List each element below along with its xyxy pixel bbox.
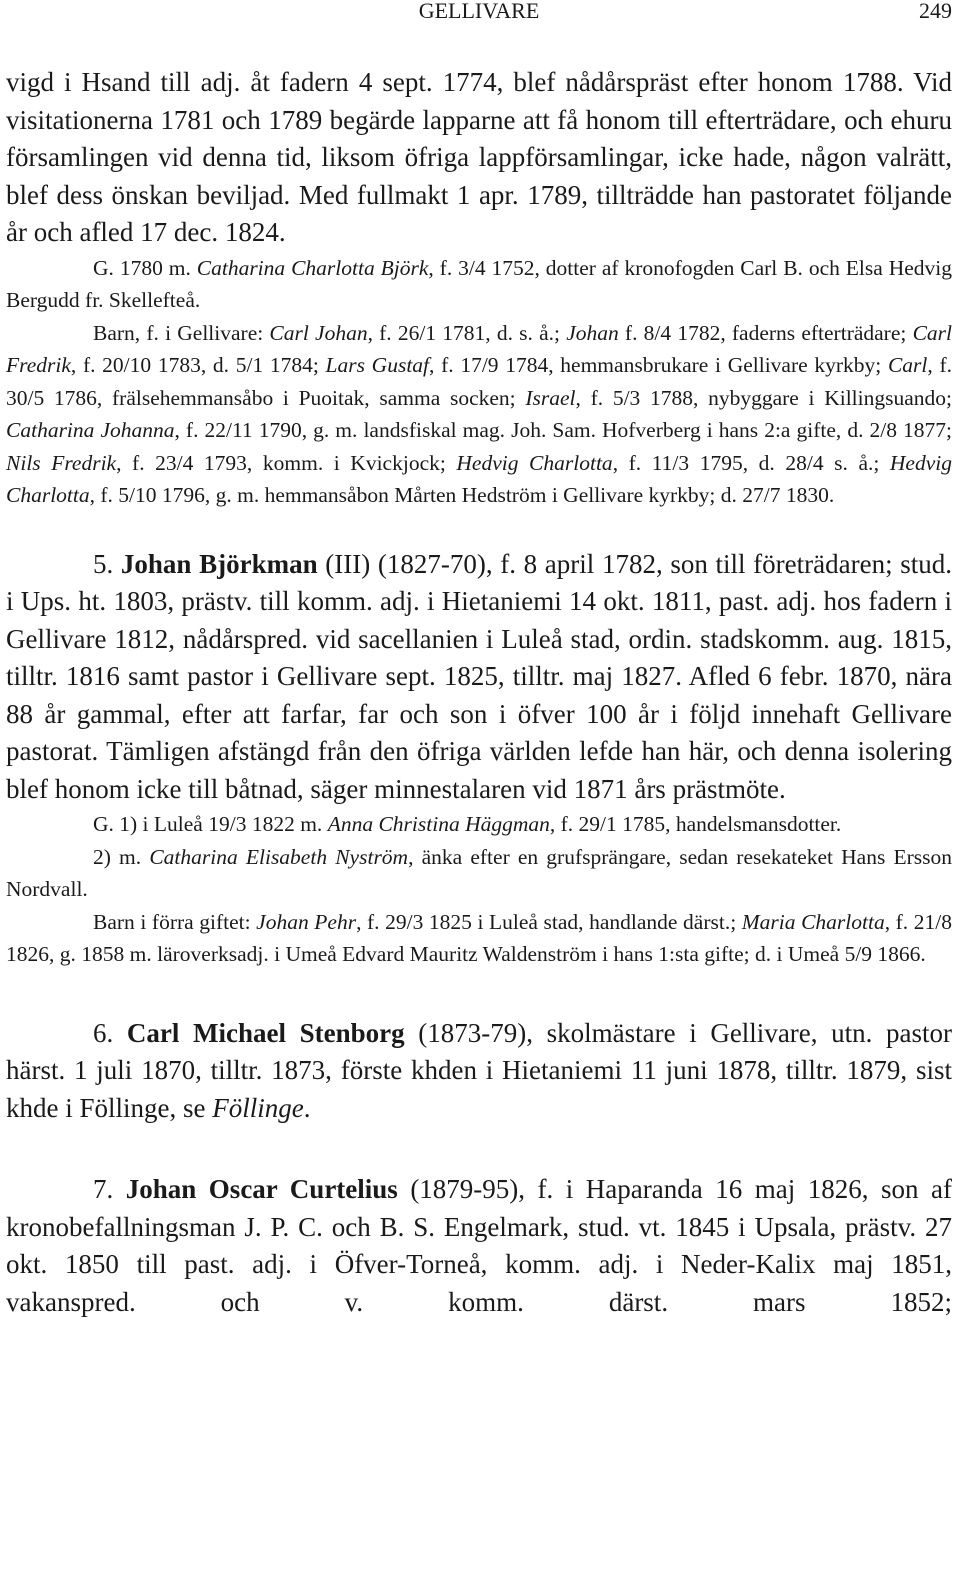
section-number: 6. [93,1017,114,1048]
child-name: Nils Fredrik [6,450,117,475]
section-6: 6. Carl Michael Stenborg (1873-79), skolmästare i Gellivare, utn. pastor härst. 1 juli 1870, tilltr. 1873, förste khden i Hietaniemi 11 juni 1878, tilltr. 1879, sist khde i Föllinge, se Föllinge. [6,1017,953,1123]
section-number: 5. [93,548,114,579]
section-5-marriage-1: G. 1) i Luleå 19/3 1822 m. Anna Christina Häggman, f. 29/1 1785, handelsmansdotter. [93,812,842,836]
child-name: Johan Pehr [256,909,357,934]
child-name: Carl [887,353,928,377]
section-5-children: Barn i förra giftet: Johan Pehr, f. 29/3 1825 i Luleå stad, handlande därst.; Maria Charlotta, f. 21/8 1826, g. 1858 m. läroverksadj. i Umeå Edvard Mauritz Waldenström i hans 1:sta gifte; d. i Umeå 5/9 1866. [6,909,952,966]
child-name: Carl Johan [269,320,368,345]
section-5: 5. Johan Björkman (III) (1827-70), f. 8 april 1782, son till företrädaren; stud. i Ups. ht. 1803, prästv. till komm. adj. i Hietaniemi 14 okt. 1811, past. adj. hos fadern i Gellivare 1812, nådårspred. vid sacellanien i Luleå stad, ordin. stadskomm. aug. 1815, tilltr. 1816 samt pastor i Gellivare sept. 1825, tilltr. maj 1827. Afled 6 febr. 1870, nära 88 år gammal, efter att farfar, far och son i öfver 100 år i följd innehaft Gellivare pastorat. Tämligen afstängd från den öfriga världen lefde han här, och denna isolering blef honom icke till båtnad, säger minnestalaren vid 1871 års prästmöte. [6,548,952,804]
child-name: Maria Charlotta [741,909,885,934]
cross-reference: Föllinge [212,1092,304,1123]
child-name: Johan [566,320,619,345]
spouse-name: Catharina Charlotta Björk [196,255,429,280]
child-name: Catharina Johanna [6,418,175,442]
page-number: 249 [919,0,952,23]
section-number: 7. [93,1174,114,1204]
section-7: 7. Johan Oscar Curtelius (1879-95), f. i Haparanda 16 maj 1826, son af kronobefallningsman J. P. C. och B. S. Engelmark, stud. vt. 1845 i Upsala, prästv. 27 okt. 1850 till past. adj. i Öfver-Torneå, komm. adj. i Neder-Kalix maj 1851, vakanspred. och v. komm. därst. mars 1852; [6,1174,952,1317]
document-page [6,0,952,1321]
pastor-name: Johan Oscar Curtelius [125,1174,398,1204]
paragraph-children: Barn, f. i Gellivare: Carl Johan, f. 26/1 1781, d. s. å.; Johan f. 8/4 1782, faderns efterträdare; Carl Fredrik, f. 20/10 1783, d. 5/1 1784; Lars Gustaf, f. 17/9 1784, hemmansbrukare i Gellivare kyrkby; Carl, f. 30/5 1786, frälsehemmansåbo i Puoitak, samma socken; Israel, f. 5/3 1788, nybyggare i Killingsuando; Catharina Johanna, f. 22/11 1790, g. m. landsfiskal mag. Joh. Sam. Hofverberg i hans 2:a gifte, d. 2/8 1877; Nils Fredrik, f. 23/4 1793, komm. i Kvickjock; Hedvig Charlotta, f. 11/3 1795, d. 28/4 s. å.; Hedvig Charlotta, f. 5/10 1796, g. m. hemmansåbon Mårten Hedström i Gellivare kyrkby; d. 27/7 1830. [6,320,952,507]
running-title: GELLIVARE [418,0,540,23]
pastor-name: Carl Michael Stenborg [126,1017,405,1048]
spouse-name: Catharina Elisabeth Nyström [149,844,409,869]
child-name: Carl Fredrik [6,320,952,377]
pastor-name: Johan Björkman [120,548,318,579]
child-name: Hedvig Charlotta [456,450,613,475]
paragraph-marriage: G. 1780 m. Catharina Charlotta Björk, f. 3/4 1752, dotter af kronofogden Carl B. och Elsa Hedvig Bergudd fr. Skellefteå. [6,255,952,312]
running-header [6,0,952,28]
paragraph-intro: vigd i Hsand till adj. åt fadern 4 sept. 1774, blef nådårspräst efter honom 1788. Vid visitationerna 1781 och 1789 begärde lapparne att få honom till efterträdare, och ehuru församlingen vid denna tid, liksom öfriga lappförsamlingar, icke hade, någon valrätt, blef dess önskan beviljad. Med fullmakt 1 apr. 1789, tillträdde han pastoratet följande år och afled 17 dec. 1824. [6,67,952,247]
spouse-name: Anna Christina Häggman [327,812,550,836]
child-name: Hedvig Charlotta [6,450,952,507]
section-5-marriage-2: 2) m. Catharina Elisabeth Nyström, änka efter en grufsprängare, sedan resekateket Hans Ersson Nordvall. [6,844,953,901]
child-name: Lars Gustaf [325,353,430,377]
child-name: Israel [525,385,576,410]
